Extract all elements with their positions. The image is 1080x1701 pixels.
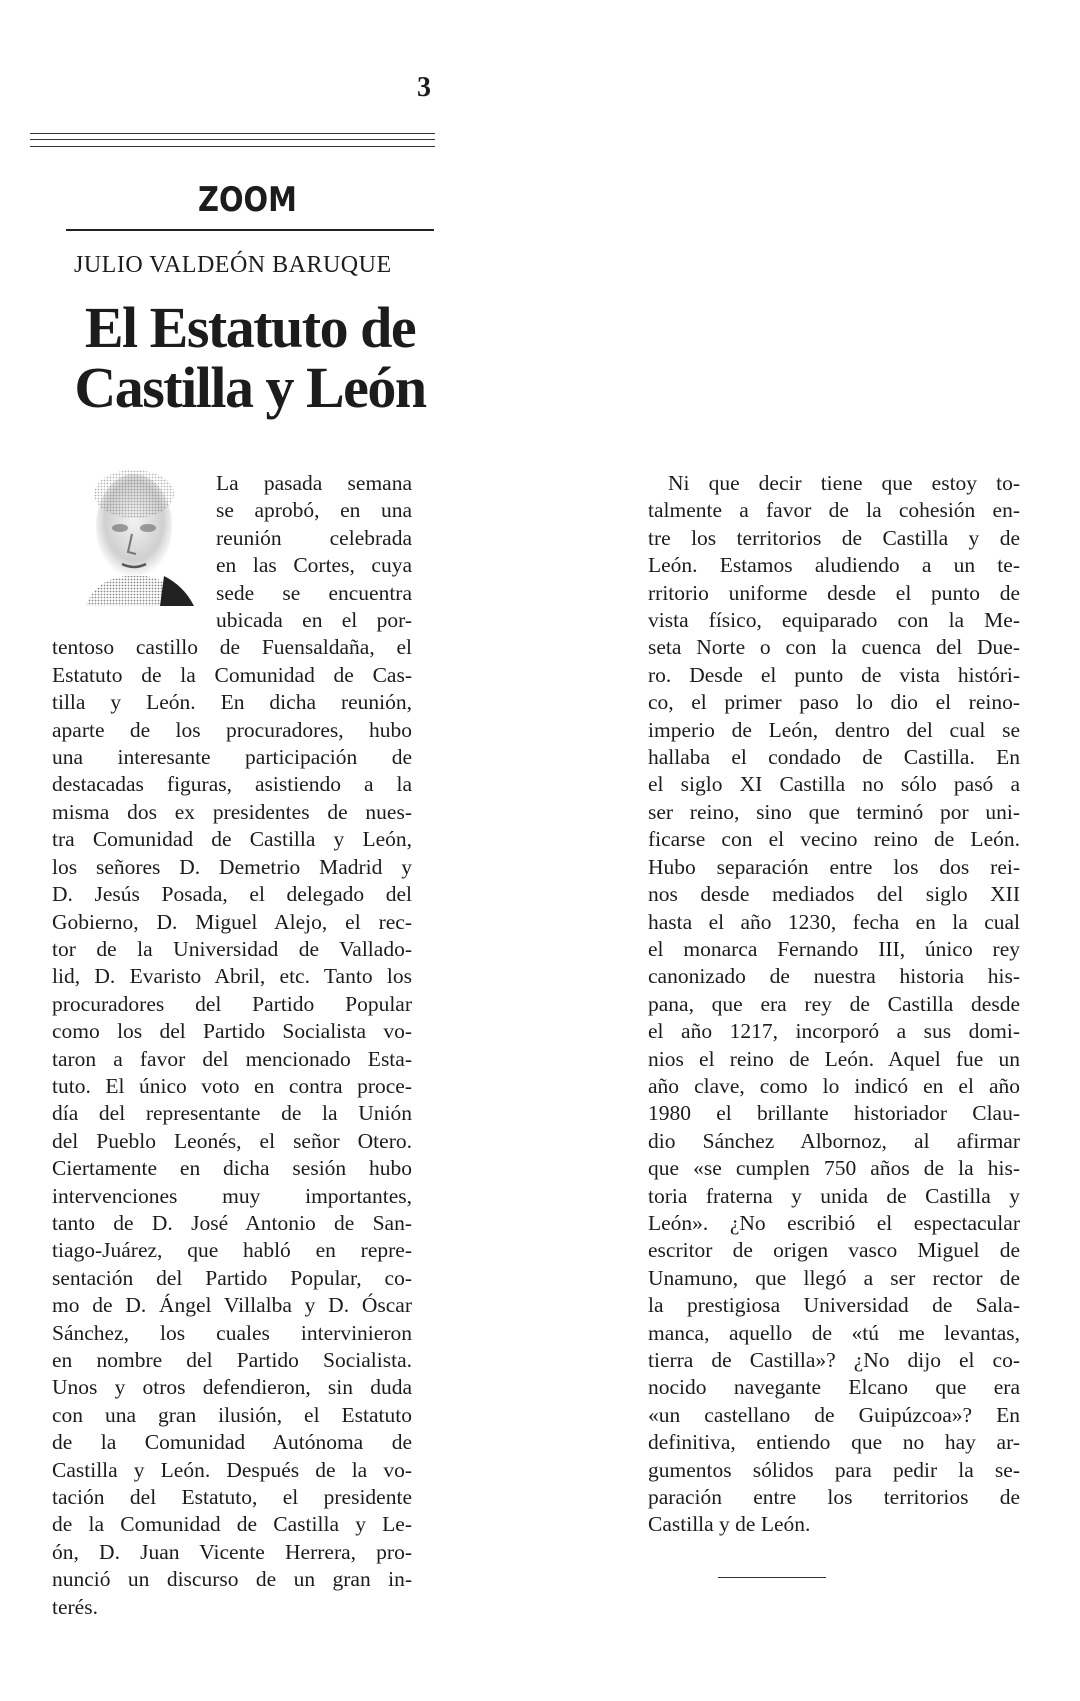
text-line: tra Comunidad de Castilla y León, bbox=[52, 827, 412, 852]
text-line: año clave, como lo indicó en el año bbox=[648, 1073, 1020, 1098]
text-line: nos desde mediados del siglo XII bbox=[648, 882, 1020, 907]
text-line: en nombre del Partido Socialista. bbox=[52, 1348, 412, 1372]
text-line: destacadas figuras, asistiendo a la bbox=[52, 772, 412, 797]
text-line: Gobierno, D. Miguel Alejo, el rec- bbox=[52, 909, 412, 934]
text-line: de la Comunidad de Castilla y Le- bbox=[52, 1512, 412, 1537]
text-line: como los del Partido Socialista vo- bbox=[52, 1019, 412, 1044]
text-line: Estatuto de la Comunidad de Cas- bbox=[52, 662, 412, 687]
text-line: ser reino, sino que terminó por uni- bbox=[648, 799, 1020, 824]
text-line: tación del Estatuto, el presidente bbox=[52, 1485, 412, 1510]
headline-line-2: Castilla y León bbox=[74, 355, 426, 420]
text-line: paración entre los territorios de bbox=[648, 1485, 1020, 1510]
text-line: una interesante participación de bbox=[52, 745, 412, 770]
text-line: tiago-Juárez, que habló en repre- bbox=[52, 1238, 412, 1263]
text-line: Castilla y de León. bbox=[648, 1512, 811, 1537]
text-line: tuto. El único voto en contra proce- bbox=[52, 1073, 412, 1098]
text-line: el año 1217, incorporó a sus domi- bbox=[648, 1019, 1020, 1044]
text-line: seta Norte o con la cuenca del Due- bbox=[648, 635, 1020, 660]
text-line: nunció un discurso de un gran in- bbox=[52, 1567, 412, 1592]
article-column-left bbox=[52, 470, 412, 1621]
text-line: Hubo separación entre los dos rei- bbox=[648, 854, 1020, 879]
text-line: ón, D. Juan Vicente Herrera, pro- bbox=[52, 1539, 412, 1564]
text-line: canonizado de nuestra historia his- bbox=[648, 964, 1020, 989]
text-line: tanto de D. José Antonio de San- bbox=[52, 1210, 412, 1235]
text-line: hallaba el condado de Castilla. En bbox=[648, 745, 1020, 770]
text-line: vista físico, equiparado con la Me- bbox=[648, 608, 1020, 633]
text-line: aparte de los procuradores, hubo bbox=[52, 717, 412, 742]
page-number: 3 bbox=[417, 72, 431, 103]
text-line: dio Sánchez Albornoz, al afirmar bbox=[648, 1128, 1020, 1153]
text-line: Unos y otros defendieron, sin duda bbox=[52, 1375, 412, 1400]
text-line: sede se encuentra bbox=[216, 580, 412, 605]
text-line: ro. Desde el punto de vista históri- bbox=[648, 662, 1020, 687]
text-line: tilla y León. En dicha reunión, bbox=[52, 690, 412, 715]
text-line: D. Jesús Posada, el delegado del bbox=[52, 882, 412, 907]
text-line: La pasada semana bbox=[216, 471, 412, 495]
text-line: tentoso castillo de Fuensaldaña, el bbox=[52, 635, 412, 660]
text-line: con una gran ilusión, el Estatuto bbox=[52, 1402, 412, 1427]
article-column-right bbox=[648, 470, 1020, 1539]
text-line: tre los territorios de Castilla y de bbox=[648, 525, 1020, 550]
author-byline: JULIO VALDEÓN BARUQUE bbox=[74, 252, 392, 278]
headline-line-1: El Estatuto de bbox=[84, 295, 416, 360]
text-line: Castilla y León. Después de la vo- bbox=[52, 1457, 412, 1482]
text-line: definitiva, entiendo que no hay ar- bbox=[648, 1430, 1020, 1455]
top-rule-2 bbox=[30, 139, 435, 140]
text-line: ficarse con el vecino reino de León. bbox=[648, 827, 1020, 852]
text-line: Unamuno, que llegó a ser rector de bbox=[648, 1265, 1020, 1290]
section-rule bbox=[66, 229, 434, 231]
text-line: Ciertamente en dicha sesión hubo bbox=[52, 1156, 412, 1181]
text-line: nocido navegante Elcano que era bbox=[648, 1375, 1020, 1400]
text-line: el siglo XI Castilla no sólo pasó a bbox=[648, 772, 1020, 797]
text-line: de la Comunidad Autónoma de bbox=[52, 1430, 412, 1455]
top-rule-1 bbox=[30, 133, 435, 134]
text-line: del Pueblo Leonés, el señor Otero. bbox=[52, 1128, 412, 1153]
text-line: la prestigiosa Universidad de Sala- bbox=[648, 1293, 1020, 1318]
text-line: manca, aquello de «tú me levantas, bbox=[648, 1320, 1020, 1345]
text-line: los señores D. Demetrio Madrid y bbox=[52, 854, 412, 879]
text-line: 1980 el brillante historiador Clau- bbox=[648, 1101, 1020, 1126]
text-line: intervenciones muy importantes, bbox=[52, 1183, 412, 1208]
article-headline bbox=[70, 295, 430, 420]
text-line: reunión celebrada bbox=[216, 525, 412, 550]
text-line: procuradores del Partido Popular bbox=[52, 991, 412, 1016]
top-rule-3 bbox=[30, 146, 435, 147]
text-line: pana, que era rey de Castilla desde bbox=[648, 991, 1020, 1016]
text-line: que «se cumplen 750 años de la his- bbox=[648, 1156, 1020, 1181]
text-line: Sánchez, los cuales intervinieron bbox=[52, 1320, 412, 1345]
section-label: ZOOM bbox=[198, 180, 297, 220]
text-line: terés. bbox=[52, 1594, 98, 1619]
text-line: co, el primer paso lo dio el reino- bbox=[648, 690, 1020, 715]
text-line: tor de la Universidad de Vallado- bbox=[52, 936, 412, 961]
text-line: talmente a favor de la cohesión en- bbox=[648, 498, 1020, 523]
text-line: imperio de León, dentro del cual se bbox=[648, 717, 1020, 742]
text-line: se aprobó, en una bbox=[216, 498, 412, 523]
text-line: toria fraterna y unida de Castilla y bbox=[648, 1183, 1020, 1208]
text-line: lid, D. Evaristo Abril, etc. Tanto los bbox=[52, 964, 412, 989]
text-line: «un castellano de Guipúzcoa»? En bbox=[648, 1402, 1020, 1427]
text-line: misma dos ex presidentes de nues- bbox=[52, 799, 412, 824]
text-line: taron a favor del mencionado Esta- bbox=[52, 1046, 412, 1071]
text-line: rritorio uniforme desde el punto de bbox=[648, 580, 1020, 605]
text-line: en las Cortes, cuya bbox=[216, 553, 412, 578]
text-line: sentación del Partido Popular, co- bbox=[52, 1265, 412, 1290]
text-line: escritor de origen vasco Miguel de bbox=[648, 1238, 1020, 1263]
text-line: Ni que decir tiene que estoy to- bbox=[668, 471, 1020, 495]
end-of-article-rule bbox=[718, 1577, 826, 1578]
text-line: hasta el año 1230, fecha en la cual bbox=[648, 909, 1020, 934]
text-line: León». ¿No escribió el espectacular bbox=[648, 1210, 1020, 1235]
text-line: el monarca Fernando III, único rey bbox=[648, 936, 1020, 961]
text-line: gumentos sólidos para pedir la se- bbox=[648, 1457, 1020, 1482]
text-line: nios el reino de León. Aquel fue un bbox=[648, 1046, 1020, 1071]
text-line: día del representante de la Unión bbox=[52, 1101, 412, 1126]
text-line: León. Estamos aludiendo a un te- bbox=[648, 553, 1020, 578]
text-line: ubicada en el por- bbox=[216, 608, 412, 633]
text-line: tierra de Castilla»? ¿No dijo el co- bbox=[648, 1348, 1020, 1372]
text-line: mo de D. Ángel Villalba y D. Óscar bbox=[52, 1293, 412, 1318]
